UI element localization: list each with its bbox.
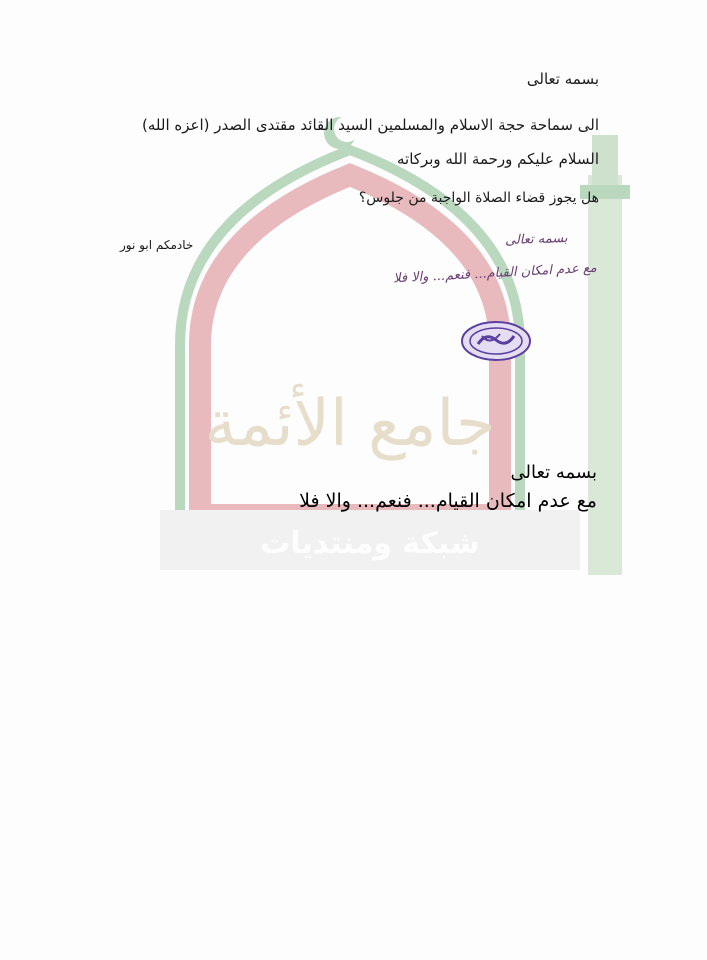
letter-addressee: الى سماحة حجة الاسلام والمسلمين السيد القائد مقتدى الصدر (اعزه الله) — [142, 116, 599, 134]
watermark-banner — [160, 510, 580, 570]
letter-signature: خادمكم ابو نور — [120, 238, 194, 252]
handwritten-heading: بسمه تعالى — [504, 230, 568, 249]
watermark-minaret — [588, 175, 622, 575]
letter-greeting: السلام عليكم ورحمة الله وبركاته — [397, 150, 599, 168]
official-stamp — [460, 320, 532, 362]
letter-salutation: بسمه تعالى — [526, 70, 599, 88]
handwritten-answer: مع عدم امكان القيام... فنعم... والا فلا — [392, 260, 598, 287]
typed-answer-heading: بسمه تعالى — [510, 462, 597, 483]
watermark-logo — [140, 115, 660, 585]
watermark-dome — [200, 175, 500, 515]
watermark-banner-text: شبكة ومنتديات — [260, 526, 480, 561]
letter-question: هل يجوز قضاء الصلاة الواجبة من جلوس؟ — [358, 190, 599, 206]
typed-answer-text: مع عدم امكان القيام... فنعم... والا فلا — [299, 490, 597, 512]
watermark-logo-text: جامع الأئمة — [204, 387, 496, 461]
